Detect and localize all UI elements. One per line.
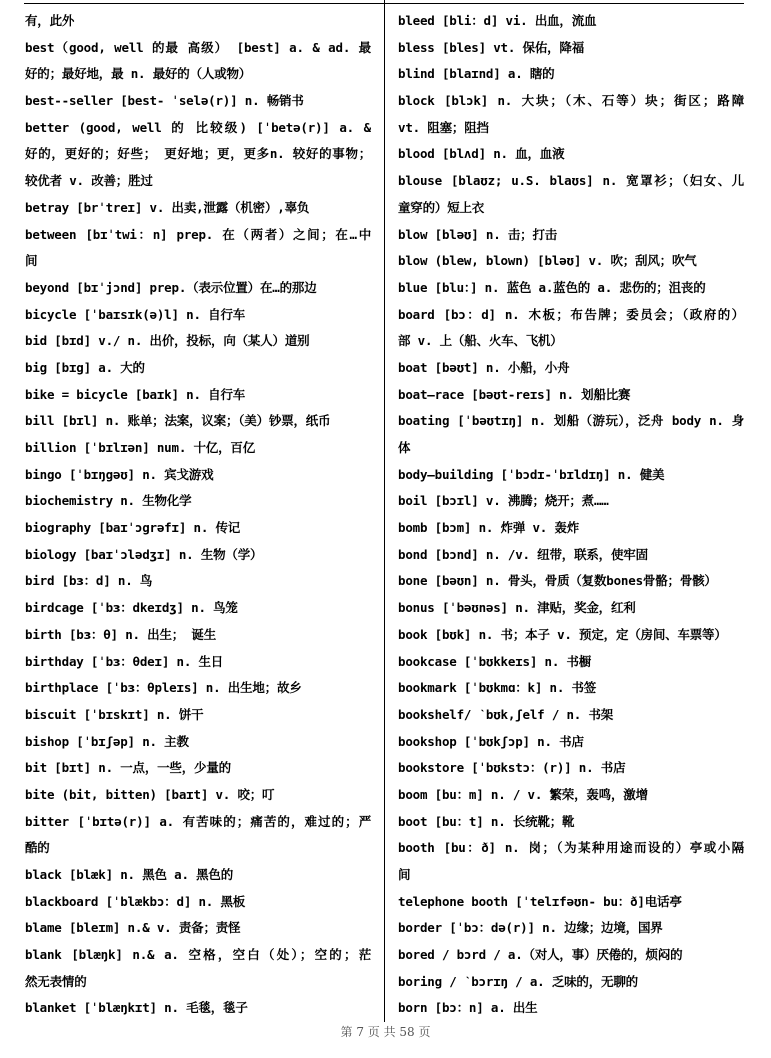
dictionary-entry — [398, 515, 744, 542]
dictionary-entry — [25, 8, 371, 35]
dictionary-entry — [25, 355, 371, 382]
entry-line: border [ˈbɔ：də(r)] n. 边缘；边境，国界 — [398, 920, 663, 936]
entry-line: bird [bɜ：d] n. 鸟 — [25, 573, 153, 589]
dictionary-entry — [398, 302, 744, 355]
right-column — [398, 8, 744, 1022]
entry-line: blackboard [ˈblækbɔ：d] n. 黑板 — [25, 893, 246, 909]
entry-line: boat—race [bəʊt-reɪs] n. 划船比赛 — [398, 386, 631, 402]
dictionary-entry — [25, 88, 371, 115]
dictionary-entry — [398, 168, 744, 221]
dictionary-entry — [25, 702, 371, 729]
dictionary-entry — [398, 595, 744, 622]
entry-line: book [bʊk] n. 书；本子 v. 预定，定（房间、车票等） — [398, 626, 727, 642]
dictionary-entry — [25, 435, 371, 462]
entry-line: biochemistry n. 生物化学 — [25, 493, 192, 509]
entry-line: 酷的 — [25, 840, 50, 856]
entry-line: biography [baɪˈɔgrəfɪ] n. 传记 — [25, 520, 241, 536]
entry-line: bitter [ˈbɪtə(r)] a. 有苦味的；痛苦的，难过的；严 — [25, 813, 371, 829]
entry-line: 体 — [398, 440, 411, 455]
dictionary-entry — [398, 248, 744, 275]
dictionary-entry — [398, 141, 744, 168]
dictionary-entry — [398, 755, 744, 782]
dictionary-entry — [25, 35, 371, 88]
entry-line: bid [bɪd] v./ n. 出价，投标，向（某人）道别 — [25, 333, 310, 349]
dictionary-entry — [25, 382, 371, 409]
dictionary-entry — [25, 115, 371, 195]
entry-line: 较优者 v. 改善；胜过 — [25, 173, 153, 189]
dictionary-entry — [398, 995, 744, 1022]
entry-line: bookmark [ˈbʊkmɑ：k] n. 书签 — [398, 680, 597, 696]
entry-line: bond [bɔnd] n. /v. 纽带，联系，使牢固 — [398, 546, 648, 562]
dictionary-entry — [25, 488, 371, 515]
dictionary-entry — [398, 942, 744, 969]
dictionary-entry — [398, 61, 744, 88]
dictionary-entry — [398, 222, 744, 249]
entry-line: board [bɔ：d] n. 木板；布告牌；委员会；（政府的） — [398, 306, 744, 322]
dictionary-entry — [25, 328, 371, 355]
entry-line: 间 — [25, 253, 38, 269]
entry-line: bomb [bɔm] n. 炸弹 v. 轰炸 — [398, 520, 580, 536]
entry-line: 好的；最好地，最 n. 最好的（人或物） — [25, 66, 252, 82]
dictionary-entry — [25, 675, 371, 702]
entry-line: biology [baɪˈɔlədʒɪ] n. 生物（学） — [25, 546, 263, 562]
page-number: 第 7 页 共 58 页 — [340, 1025, 431, 1039]
entry-line: bite (bit, bitten) [baɪt] v. 咬；叮 — [25, 786, 275, 802]
entry-line: boil [bɔɪl] v. 沸腾；烧开；煮…… — [398, 493, 609, 509]
entry-line: blank [blæŋk] n.& a. 空格，空白（处）；空的；茫 — [25, 947, 371, 963]
dictionary-entry — [398, 462, 744, 489]
dictionary-entry — [398, 782, 744, 809]
entry-line: bookshelf/ ˋbʊk,ʃelf / n. 书架 — [398, 706, 614, 722]
dictionary-entry — [398, 649, 744, 676]
dictionary-entry — [25, 275, 371, 302]
entry-line: big [bɪg] a. 大的 — [25, 359, 145, 375]
dictionary-entry — [25, 862, 371, 889]
dictionary-entry — [25, 915, 371, 942]
dictionary-entry — [25, 942, 371, 995]
left-column — [25, 8, 371, 1022]
entry-line: blind [blaɪnd] a. 瞎的 — [398, 66, 555, 82]
dictionary-entry — [398, 889, 744, 916]
entry-line: bless [bles] vt. 保佑，降福 — [398, 39, 585, 55]
dictionary-entry — [398, 675, 744, 702]
entry-line: best（good, well 的最 高级） [best] a. & ad. 最 — [25, 39, 371, 55]
dictionary-entry — [398, 35, 744, 62]
entry-line: boat [bəʊt] n. 小船，小舟 — [398, 359, 570, 375]
entry-line: bookshop [ˈbʊkʃɔp] n. 书店 — [398, 733, 584, 749]
entry-line: blow [bləʊ] n. 击；打击 — [398, 226, 558, 242]
entry-line: between [bɪˈtwi：n] prep. 在（两者）之间；在…中 — [25, 226, 371, 242]
entry-line: biscuit [ˈbɪskɪt] n. 饼干 — [25, 706, 204, 722]
entry-line: bishop [ˈbɪʃəp] n. 主教 — [25, 733, 189, 749]
dictionary-entry — [398, 8, 744, 35]
entry-line: 间 — [398, 867, 411, 882]
dictionary-entry — [25, 649, 371, 676]
dictionary-entry — [25, 729, 371, 756]
entry-line: bingo [ˈbɪŋgəʊ] n. 宾戈游戏 — [25, 466, 214, 482]
dictionary-entry — [25, 995, 371, 1022]
dictionary-entry — [25, 568, 371, 595]
entry-line: bored / bɔrd / a.（对人，事）厌倦的，烦闷的 — [398, 947, 683, 963]
entry-line: 有，此外 — [25, 13, 75, 28]
dictionary-entry — [25, 889, 371, 916]
entry-line: boating [ˈbəʊtɪŋ] n. 划船（游玩），泛舟 body n. 身 — [398, 413, 744, 429]
entry-line: best--seller [best- ˈselə(r)] n. 畅销书 — [25, 93, 304, 109]
dictionary-entry — [25, 622, 371, 649]
entry-line: betray [brˈtreɪ] v. 出卖,泄露（机密）,辜负 — [25, 199, 310, 215]
entry-line: bill [bɪl] n. 账单；法案，议案；（美）钞票，纸币 — [25, 413, 331, 429]
dictionary-entry — [25, 782, 371, 809]
entry-line: blame [bleɪm] n.& v. 责备；责怪 — [25, 920, 241, 936]
entry-line: birdcage [ˈbɜ：dkeɪdʒ] n. 鸟笼 — [25, 600, 238, 616]
entry-line: telephone booth [ˈtelɪfəʊn- bu：ð]电话亭 — [398, 893, 682, 909]
dictionary-entry — [25, 408, 371, 435]
entry-line: bonus [ˈbəʊnəs] n. 津贴，奖金，红利 — [398, 600, 636, 616]
dictionary-entry — [398, 915, 744, 942]
entry-line: 部 v. 上（船、火车、飞机） — [398, 333, 563, 349]
entry-line: bone [bəʊn] n. 骨头，骨质（复数bones骨骼；骨骸） — [398, 573, 717, 589]
dictionary-entry — [25, 542, 371, 569]
entry-line: better (good, well 的 比较级) [ˈbetə(r)] a. & — [25, 119, 371, 135]
entry-line: blood [blʌd] n. 血，血液 — [398, 146, 565, 162]
dictionary-entry — [25, 222, 371, 275]
entry-line: blanket [ˈblæŋkɪt] n. 毛毯，毯子 — [25, 1000, 248, 1016]
entry-line: bit [bɪt] n. 一点，一些，少量的 — [25, 760, 231, 776]
entry-line: bleed [bli：d] vi. 出血，流血 — [398, 13, 597, 28]
dictionary-entry — [398, 88, 744, 141]
dictionary-entry — [398, 969, 744, 996]
entry-line: 好的，更好的；好些； 更好地；更，更多n. 较好的事物； — [25, 146, 371, 162]
entry-line: body—building [ˈbɔdɪ-ˈbɪldɪŋ] n. 健美 — [398, 466, 665, 482]
entry-line: 然无表情的 — [25, 973, 87, 989]
entry-line: beyond [bɪˈjɔnd] prep.（表示位置）在…的那边 — [25, 279, 317, 295]
entry-line: bookcase [ˈbʊkkeɪs] n. 书橱 — [398, 653, 592, 669]
entry-line: birth [bɜ：θ] n. 出生； 诞生 — [25, 626, 217, 642]
entry-line: booth [bu：ð] n. 岗；（为某种用途而设的）亭或小隔 — [398, 840, 744, 856]
entry-line: born [bɔ：n] a. 出生 — [398, 1000, 538, 1016]
dictionary-entry — [25, 809, 371, 862]
entry-line: birthday [ˈbɜ：θdeɪ] n. 生日 — [25, 653, 224, 669]
dictionary-entry — [398, 488, 744, 515]
dictionary-entry — [398, 809, 744, 836]
entry-line: blow (blew, blown) [bləʊ] v. 吹；刮风；吹气 — [398, 253, 697, 269]
entry-line: bike = bicycle [baɪk] n. 自行车 — [25, 386, 246, 402]
dictionary-entry — [25, 515, 371, 542]
dictionary-entry — [398, 729, 744, 756]
dictionary-entry — [25, 755, 371, 782]
dictionary-entry — [398, 622, 744, 649]
dictionary-entry — [398, 408, 744, 461]
dictionary-entry — [25, 462, 371, 489]
entry-line: birthplace [ˈbɜ：θpleɪs] n. 出生地；故乡 — [25, 680, 302, 696]
entry-line: boot [bu：t] n. 长统靴；靴 — [398, 813, 575, 829]
entry-line: blouse [blaʊz; u.S. blaʊs] n. 宽罩衫；（妇女、儿 — [398, 173, 744, 189]
dictionary-entry — [398, 275, 744, 302]
dictionary-entry — [25, 302, 371, 329]
dictionary-entry — [398, 568, 744, 595]
entry-line: billion [ˈbɪlɪən] num. 十亿，百亿 — [25, 440, 255, 455]
dictionary-entry — [398, 835, 744, 888]
entry-line: boring / ˋbɔrɪŋ / a. 乏味的，无聊的 — [398, 973, 638, 989]
dictionary-entry — [25, 195, 371, 222]
dictionary-entry — [398, 702, 744, 729]
entry-line: vt. 阻塞；阻挡 — [398, 119, 489, 135]
entry-line: 童穿的）短上衣 — [398, 199, 485, 215]
entry-line: blue [blu：] n. 蓝色 a.蓝色的 a. 悲伤的；沮丧的 — [398, 279, 706, 295]
entry-line: block [blɔk] n. 大块；（木、石等）块；街区；路障 — [398, 93, 744, 109]
dictionary-entry — [398, 355, 744, 382]
column-divider — [384, 0, 385, 1022]
dictionary-entry — [398, 542, 744, 569]
entry-line: boom [bu：m] n. / v. 繁荣，轰鸣，激增 — [398, 786, 648, 802]
entry-line: bicycle [ˈbaɪsɪk(ə)l] n. 自行车 — [25, 306, 246, 322]
entry-line: black [blæk] n. 黑色 a. 黑色的 — [25, 867, 234, 882]
dictionary-entry — [25, 595, 371, 622]
entry-line: bookstore [ˈbʊkstɔ：(r)] n. 书店 — [398, 760, 626, 776]
dictionary-entry — [398, 382, 744, 409]
